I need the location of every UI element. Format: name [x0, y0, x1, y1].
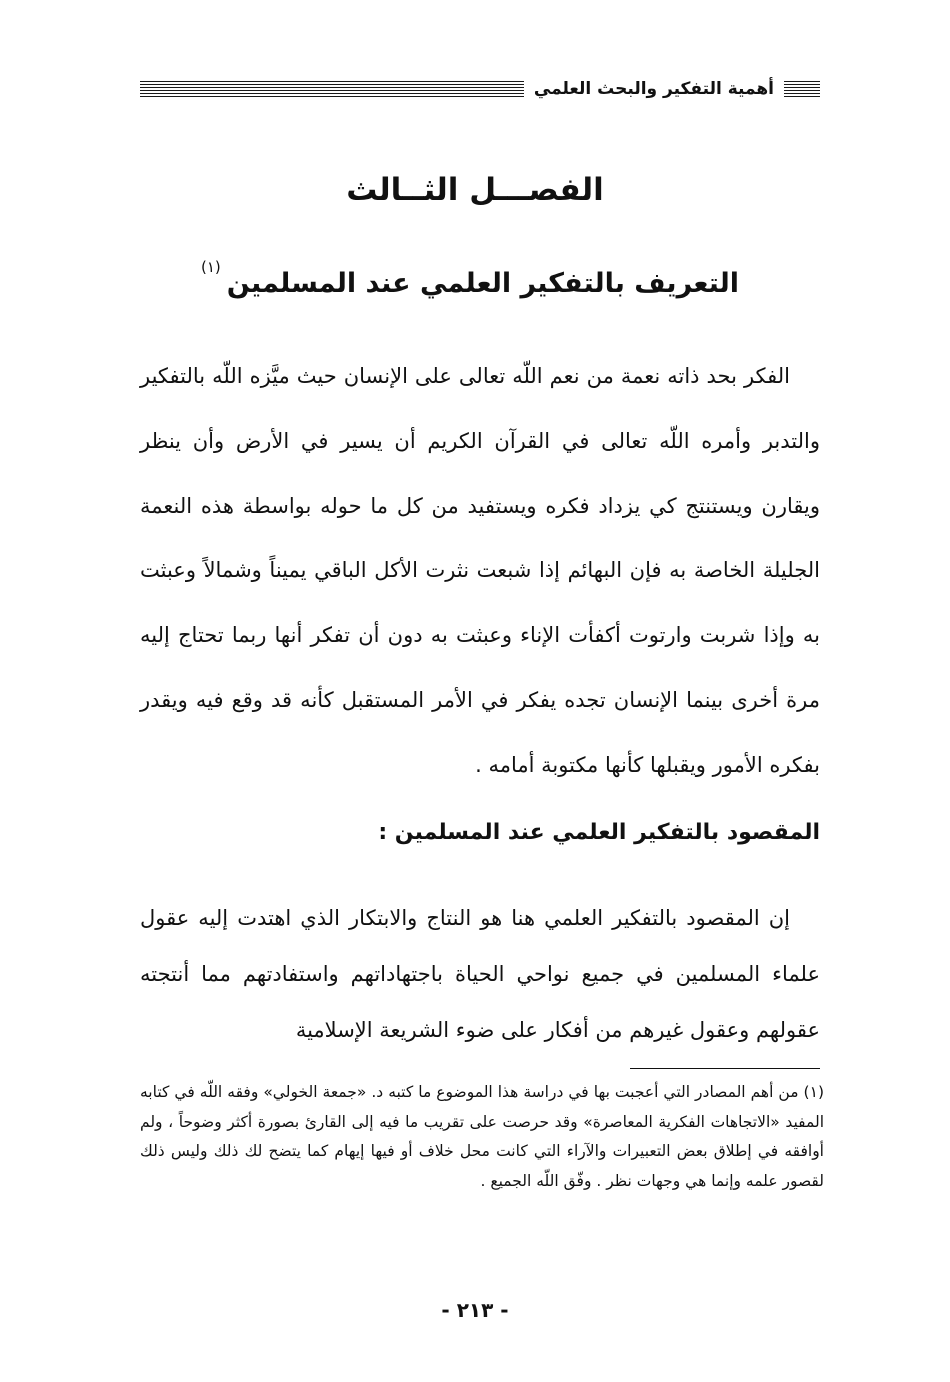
running-title: أهمية التفكير والبحث العلمي	[533, 78, 774, 99]
chapter-title: الفصـــل الثــالث	[346, 172, 604, 208]
header-rule-right	[784, 81, 820, 97]
running-header	[140, 72, 820, 106]
footnote: (١) من أهم المصادر التي أعجبت بها في دراسة هذا الموضوع ما كتبه د. «جمعة الخولي» وفقه اللّه في كتابه المفيد «الاتجاهات الفكرية المعاصرة» وقد حرصت على تقريب ما فيه إلى القارئ بصورة أكثر وضوحاً ، ولم أوافقه في إطلاق بعض التعبيرات والآراء التي كانت محل خلاف أو فيها إيهام كما يتضح لك ذلك وليس ذلك لقصور علمه وإنما هي وجهات نظر . وفّق اللّه الجميع .	[140, 1083, 824, 1190]
footnote-reference: (١)	[200, 258, 221, 276]
definition-paragraph: إن المقصود بالتفكير العلمي هنا هو النتاج والابتكار الذي اهتدت إليه عقول علماء المسلمين في جميع نواحي الحياة باجتهاداتهم واستفادتهم مما أنتجته عقولهم وعقول غيرهم من أفكار على ضوء الشريعة الإسلامية	[140, 906, 820, 1042]
footnote-divider	[630, 1068, 820, 1069]
intro-paragraph: الفكر بحد ذاته نعمة من نعم اللّه تعالى على الإنسان حيث ميَّزه اللّه بالتفكير والتدبر وأمره اللّه تعالى في القرآن الكريم أن يسير في الأرض وأن ينظر ويقارن ويستنتج كي يزداد فكره ويستفيد من كل ما حوله بواسطة هذه النعمة الجليلة الخاصة به فإن البهائم إذا شبعت نثرت الأكل الباقي يميناً وشمالاً وعبثت به وإذا شربت وارتوت أكفأت الإناء وعبثت به دون أن تفكر أنها ربما تحتاج إليه مرة أخرى بينما الإنسان تجده يفكر في الأمر المستقبل كأنه قد وقع فيه ويقدر بفكره الأمور ويقبلها كأنها مكتوبة أمامه .	[140, 364, 820, 777]
subheading: المقصود بالتفكير العلمي عند المسلمين :	[378, 820, 820, 845]
section-title-text: التعريف بالتفكير العلمي عند المسلمين	[226, 268, 740, 299]
page-number: - ٢١٣ -	[441, 1298, 509, 1322]
section-title	[120, 258, 820, 299]
header-rule-left	[140, 81, 524, 97]
